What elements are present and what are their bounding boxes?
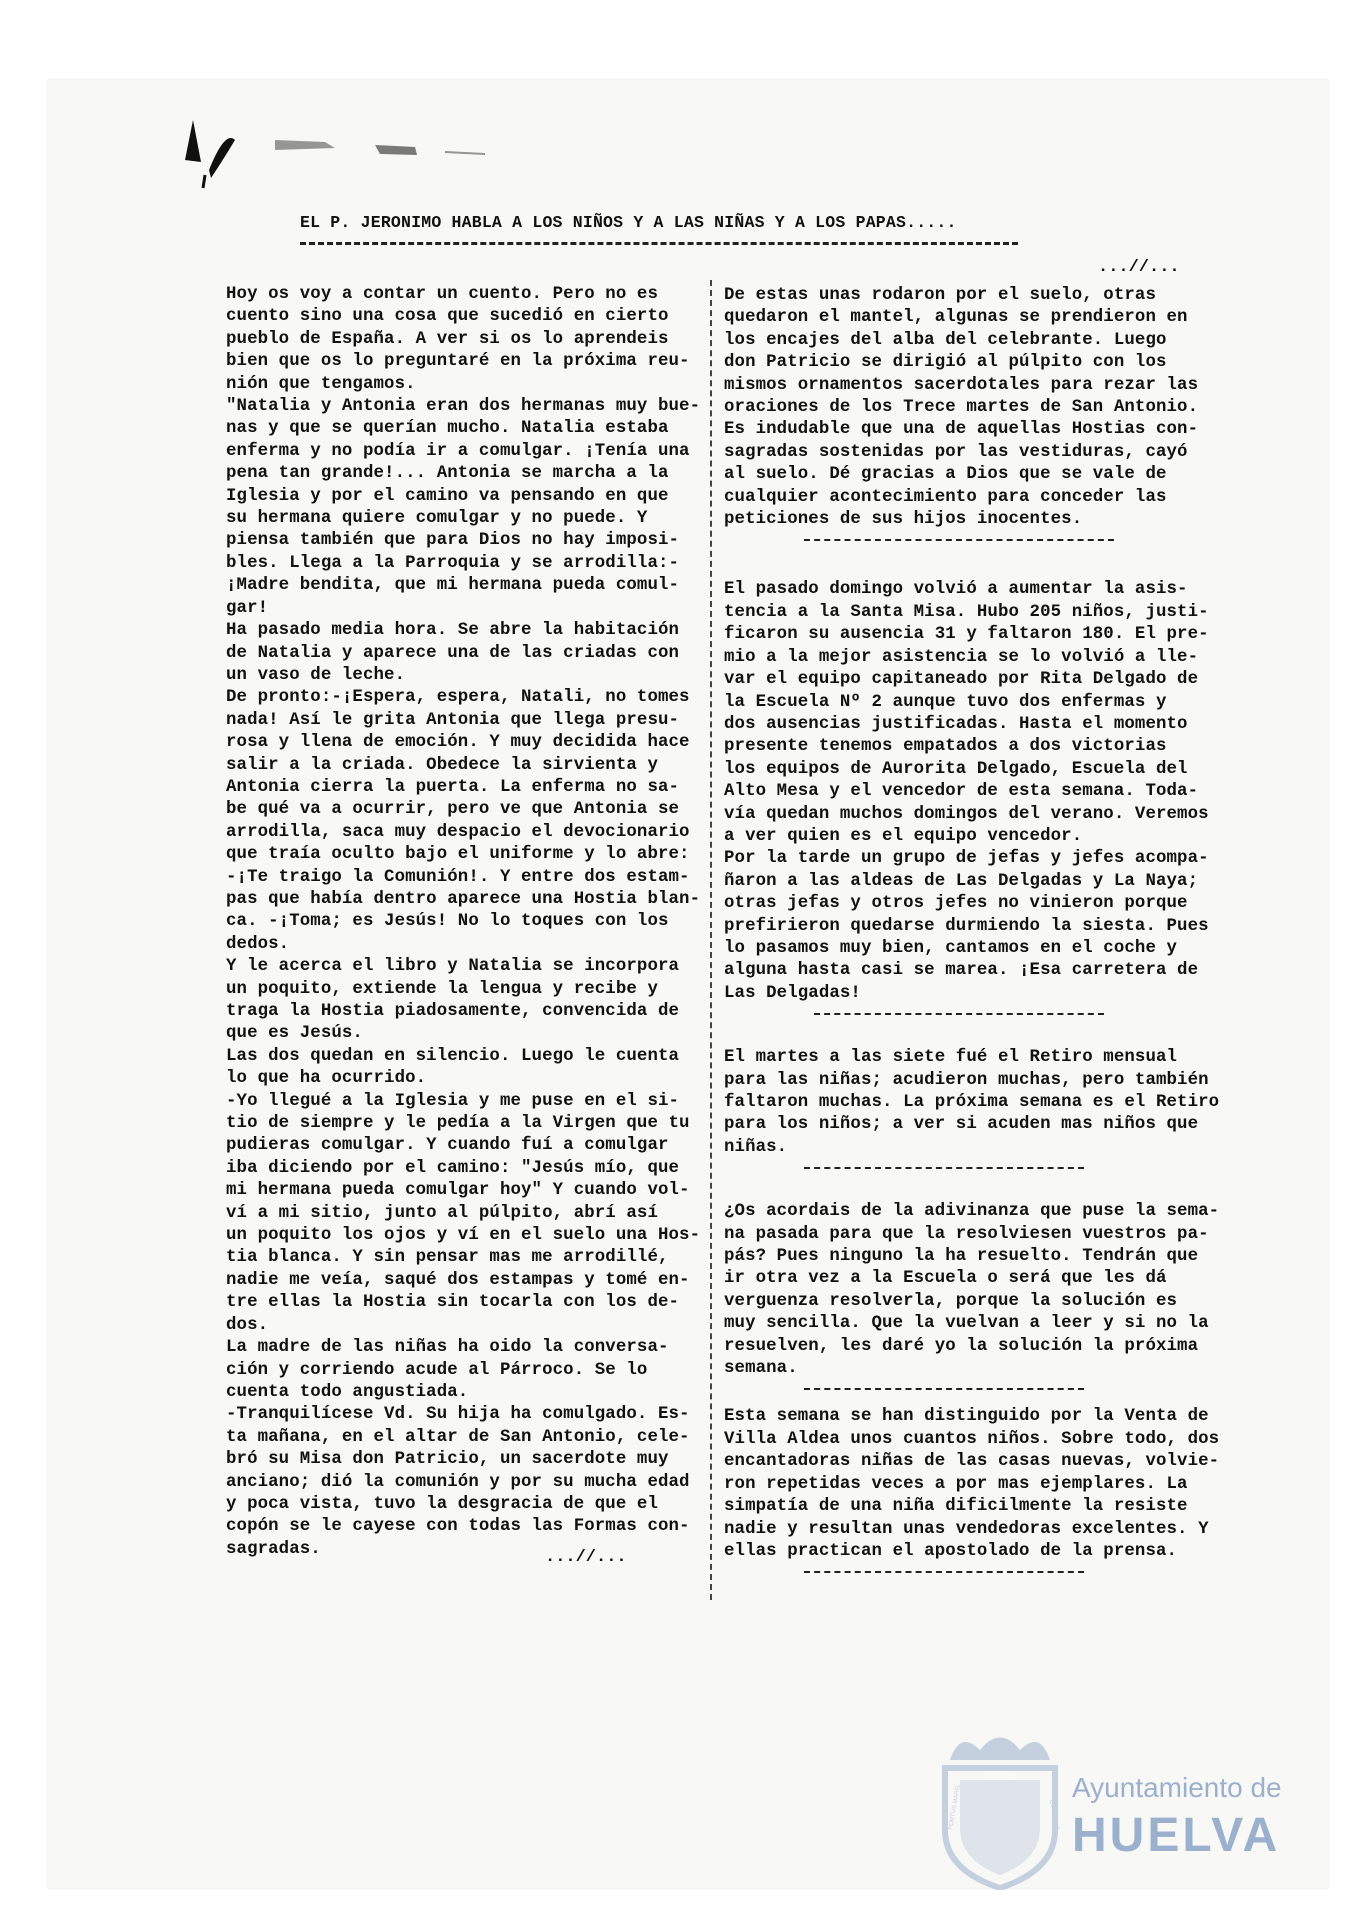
document-title: EL P. JERONIMO HABLA A LOS NIÑOS Y A LAS NIÑAS Y A LOS PAPAS..... [300, 213, 957, 232]
right-column-line: El martes a las siete fué el Retiro mensual [724, 1048, 1178, 1068]
left-column-line: pueblo de España. A ver si os lo aprendeis [226, 329, 669, 349]
right-column-line: cualquier acontecimiento para conceder las [724, 487, 1167, 507]
left-column-line: De pronto:-¡Espera, espera, Natali, no tomes [226, 688, 690, 708]
left-column-line: un vaso de leche. [226, 665, 406, 685]
right-column-line: El pasado domingo volvió a aumentar la asis- [724, 580, 1188, 600]
right-column-line: Alto Mesa y el vencedor de esta semana. Toda- [724, 782, 1199, 802]
left-column-line: Las dos quedan en silencio. Luego le cuenta [226, 1046, 680, 1066]
left-column-line: dedos. [226, 934, 290, 954]
left-column-line: -Yo llegué a la Iglesia y me puse en el si- [226, 1091, 680, 1111]
right-column-line: Por la tarde un grupo de jefas y jefes acompa- [724, 849, 1209, 869]
left-column-line: nión que tengamos. [226, 374, 416, 394]
left-column-line: arrodilla, saca muy despacio el devocionario [226, 822, 690, 842]
right-column-line: los equipos de Aurorita Delgado, Escuela del [724, 759, 1188, 779]
left-column-line: anciano; dió la comunión y por su mucha edad [226, 1472, 690, 1492]
right-column-line: vía quedan muchos domingos del verano. Veremos [724, 804, 1209, 824]
left-column-line: traga la Hostia piadosamente, convencida de [226, 1002, 680, 1021]
right-column-line: var el equipo capitaneado por Rita Delgado de [724, 670, 1199, 690]
left-column-line: sagradas. [226, 1539, 321, 1559]
left-column-line: cuento sino una cosa que sucedió en cierto [226, 307, 669, 327]
left-column-line: un poquito, extiende la lengua y recibe y [226, 979, 658, 999]
left-column-line: un poquito los ojos y ví en el suelo una Hos- [226, 1226, 701, 1246]
right-column-line: ficaron su ausencia 31 y faltaron 180. El pre- [724, 625, 1209, 645]
title-underline [300, 242, 1018, 245]
right-column-line: resuelven, les daré yo la solución la próxima [724, 1336, 1199, 1356]
right-column [724, 285, 1244, 1589]
right-column-line: simpatía de una niña dificilmente la resiste [724, 1497, 1188, 1517]
watermark-line2: HUELVA [1072, 1809, 1281, 1862]
section-separator [814, 1013, 1104, 1015]
right-column-line: ¿Os acordais de la adivinanza que puse la sema- [724, 1202, 1220, 1222]
left-column-line: La madre de las niñas ha oido la conversa- [226, 1338, 669, 1358]
right-column-line: alguna hasta casi se marea. ¡Esa carretera de [724, 961, 1199, 981]
right-section [724, 1201, 1244, 1380]
left-column-line: -Tranquilícese Vd. Su hija ha comulgado. Es- [226, 1405, 690, 1425]
left-column-line: su hermana quiere comulgar y no puede. Y [226, 509, 648, 529]
watermark-line1: Ayuntamiento de [1072, 1772, 1282, 1803]
left-column-line: dos. [226, 1315, 269, 1335]
left-column-line: bien que os lo preguntaré en la próxima reu- [226, 352, 690, 372]
left-column-line: ción y corriendo acude al Párroco. Se lo [226, 1360, 648, 1380]
right-section [724, 285, 1244, 531]
right-column-line: peticiones de sus hijos inocentes. [724, 510, 1083, 530]
left-column-line: -¡Te traigo la Comunión!. Y entre dos estam- [226, 867, 690, 887]
left-column-line: y poca vista, tuvo la desgracia de que el [226, 1494, 658, 1514]
left-column-line: tio de siempre y le pedía a la Virgen que tu [226, 1114, 690, 1134]
left-column-line: "Natalia y Antonia eran dos hermanas muy bue- [226, 397, 701, 417]
left-column-line: nas y que se querían mucho. Natalia estaba [226, 419, 669, 439]
right-column-line: ñaron a las aldeas de Las Delgadas y La Naya; [724, 871, 1199, 891]
right-column-line: prefirieron quedarse durmiendo la siesta. Pues [724, 916, 1209, 936]
right-column-line: ellas practican el apostolado de la prensa. [724, 1541, 1178, 1561]
left-column-line: Iglesia y por el camino va pensando en que [226, 486, 669, 506]
left-column-line: salir a la criada. Obedece la sirvienta y [226, 755, 658, 775]
right-column-line: verguenza resolverla, porque la solución es [724, 1291, 1178, 1311]
right-column-line: para las niñas; acudieron muchas, pero también [724, 1070, 1209, 1090]
left-column-line: cuenta todo angustiada. [226, 1382, 469, 1402]
right-column-line: sagradas sostenidas por las vestiduras, cayó [724, 442, 1188, 462]
right-column-line: na pasada para que la resolviesen vuestros pa- [724, 1224, 1209, 1244]
left-column-line: bró su Misa don Patricio, un sacerdote muy [226, 1450, 669, 1470]
left-column-line: pudieras comulgar. Y cuando fuí a comulgar [226, 1136, 669, 1156]
left-column-line: ¡Madre bendita, que mi hermana pueda comul- [226, 576, 680, 596]
left-column-line: rosa y llena de emoción. Y muy decidida hace [226, 733, 690, 753]
right-column-line: semana. [724, 1359, 798, 1379]
left-column-line: ví a mi sitio, junto al púlpito, abrí así [226, 1203, 658, 1223]
right-column-line: De estas unas rodaron por el suelo, otras [724, 286, 1156, 305]
right-column-line: tencia a la Santa Misa. Hubo 205 niños, justi- [724, 602, 1209, 622]
left-column-line: que es Jesús. [226, 1024, 363, 1044]
left-column [226, 284, 714, 1561]
left-column-line: ta mañana, en el altar de San Antonio, cele- [226, 1427, 690, 1447]
right-column-line: Esta semana se han distinguido por la Venta de [724, 1407, 1209, 1427]
section-separator [804, 1571, 1084, 1573]
right-column-line: la Escuela Nº 2 aunque tuvo dos enfermas y [724, 692, 1167, 712]
left-column-line: tia blanca. Y sin pensar mas me arrodillé, [226, 1248, 669, 1268]
continuation-marker-bottom: ...//... [545, 1548, 627, 1567]
right-column-line: a ver quien es el equipo vencedor. [724, 826, 1083, 846]
right-column-line: niñas. [724, 1137, 788, 1157]
right-column-line: dos ausencias justificadas. Hasta el momento [724, 714, 1188, 734]
seal-text-left: PORTUS MARIS [948, 1784, 962, 1831]
right-column-line: don Patricio se dirigió al púlpito con los [724, 353, 1167, 373]
left-column-line: nada! Así le grita Antonia que llega presu- [226, 710, 680, 730]
left-column-line: tre ellas la Hostia sin tocarla con los de- [226, 1293, 680, 1313]
right-column-line: quedaron el mantel, algunas se prendieron en [724, 308, 1188, 328]
continuation-marker-top: ...//... [1098, 258, 1180, 277]
right-column-line: muy sencilla. Que la vuelvan a leer y si no la [724, 1314, 1209, 1334]
right-column-line: Villa Aldea unos cuantos niños. Sobre todo, dos [724, 1429, 1220, 1449]
left-column-line: copón se le cayese con todas las Formas con- [226, 1517, 690, 1537]
right-column-line: ir otra vez a la Escuela o será que les dá [724, 1269, 1167, 1289]
right-column-line: mismos ornamentos sacerdotales para rezar las [724, 375, 1199, 395]
seal-text-top: ET TERRA [982, 1773, 1018, 1780]
right-column-line: Es indudable que una de aquellas Hostias con- [724, 420, 1199, 440]
right-column-line: lo pasamos muy bien, cantamos en el coche y [724, 938, 1178, 958]
right-section [724, 1406, 1244, 1563]
left-column-line: pena tan grande!... Antonia se marcha a la [226, 464, 669, 484]
left-column-line: pas que había dentro aparece una Hostia blan- [226, 889, 701, 909]
left-column-line: gar! [226, 598, 269, 618]
left-column-line: be qué va a ocurrir, pero ve que Antonia se [226, 800, 680, 820]
seal-text-right: CUSTODIA [1048, 1799, 1060, 1831]
right-column-line: para los niños; a ver si acuden mas niños que [724, 1115, 1199, 1135]
right-section [724, 579, 1244, 1005]
left-column-line: que traía oculto bajo el uniforme y lo abre: [226, 845, 690, 865]
section-separator [804, 1167, 1084, 1169]
right-column-line: pás? Pues ninguno la ha resuelto. Tendrán que [724, 1247, 1199, 1267]
huelva-seal-icon [930, 1720, 1310, 1890]
right-column-line: otras jefas y otros jefes no vinieron porque [724, 894, 1188, 914]
ink-smudge-mark [165, 100, 525, 190]
right-column-line: presente tenemos empatados a dos victorias [724, 737, 1167, 757]
section-separator [804, 539, 1114, 541]
right-column-line: encantadoras niñas de las casas nuevas, volvie- [724, 1452, 1220, 1472]
right-column-line: mio a la mejor asistencia se lo volvió a lle- [724, 647, 1199, 667]
right-column-line: faltaron muchas. La próxima semana es el Retiro [724, 1093, 1220, 1112]
right-column-line: al suelo. Dé gracias a Dios que se vale de [724, 465, 1167, 485]
left-column-line: piensa también que para Dios no hay imposi- [226, 531, 680, 551]
section-separator [804, 1388, 1084, 1390]
left-column-line: enferma y no podía ir a comulgar. ¡Tenía una [226, 441, 690, 461]
left-column-line: bles. Llega a la Parroquia y se arrodilla:- [226, 553, 680, 573]
right-column-line: nadie y resultan unas vendedoras excelentes. Y [724, 1519, 1209, 1539]
right-column-line: Las Delgadas! [724, 983, 861, 1003]
left-column-line: de Natalia y aparece una de las criadas con [226, 643, 680, 663]
right-section [724, 1047, 1244, 1159]
left-column-line: Antonia cierra la puerta. La enferma no sa- [226, 777, 680, 797]
left-column-line: Y le acerca el libro y Natalia se incorpora [226, 957, 680, 977]
left-column-line: ca. -¡Toma; es Jesús! No lo toques con los [226, 912, 669, 932]
right-column-line: los encajes del alba del celebrante. Luego [724, 330, 1167, 350]
left-column-line: Ha pasado media hora. Se abre la habitación [226, 621, 680, 641]
left-column-line: mi hermana pueda comulgar hoy" Y cuando vol- [226, 1181, 690, 1201]
left-column-line: lo que ha ocurrido. [226, 1069, 427, 1089]
left-column-line: nadie me veía, saqué dos estampas y tomé en- [226, 1270, 690, 1290]
right-column-line: ron repetidas veces a por mas ejemplares. La [724, 1474, 1188, 1494]
right-column-line: oraciones de los Trece martes de San Antonio. [724, 398, 1199, 418]
left-column-line: iba diciendo por el camino: "Jesús mío, que [226, 1158, 680, 1178]
left-column-line: Hoy os voy a contar un cuento. Pero no es [226, 285, 658, 304]
